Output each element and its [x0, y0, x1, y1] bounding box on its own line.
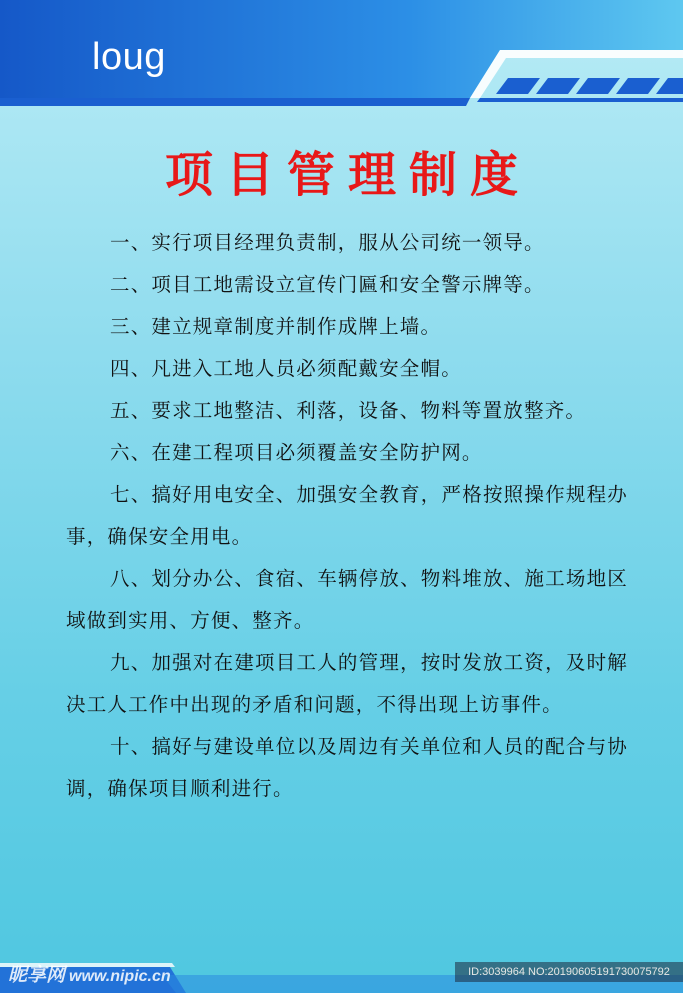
rule-item: 八、划分办公、食宿、车辆停放、物料堆放、施工场地区域做到实用、方便、整齐。	[66, 567, 628, 632]
rule-item: 六、在建工程项目必须覆盖安全防护网。	[110, 441, 483, 464]
rule-item: 一、实行项目经理负责制，服从公司统一领导。	[110, 231, 545, 254]
rule-item: 五、要求工地整洁、利落，设备、物料等置放整齐。	[110, 399, 587, 422]
id-strip: ID:3039964 NO:20190605191730075792	[455, 962, 683, 982]
header-stripes	[496, 78, 683, 94]
logo-text: loug	[92, 36, 166, 78]
rule-item: 三、建立规章制度并制作成牌上墙。	[110, 315, 442, 338]
rule-item: 七、搞好用电安全、加强安全教育，严格按照操作规程办事，确保安全用电。	[66, 483, 628, 548]
header-underline	[0, 98, 470, 106]
rule-item: 二、项目工地需设立宣传门匾和安全警示牌等。	[110, 273, 545, 296]
header-stripe-base	[477, 98, 683, 102]
rule-item: 九、加强对在建项目工人的管理，按时发放工资，及时解决工人工作中出现的矛盾和问题，不得出现上访事件。	[66, 651, 628, 716]
rule-item: 四、凡进入工地人员必须配戴安全帽。	[110, 357, 462, 380]
watermark-brand: 昵享网	[8, 964, 66, 986]
rules-list	[66, 222, 628, 810]
watermark-url: www.nipic.cn	[69, 968, 171, 985]
page-title: 项目管理制度	[164, 147, 531, 203]
rule-item: 十、搞好与建设单位以及周边有关单位和人员的配合与协调，确保项目顺利进行。	[66, 735, 628, 800]
watermark	[8, 960, 171, 987]
